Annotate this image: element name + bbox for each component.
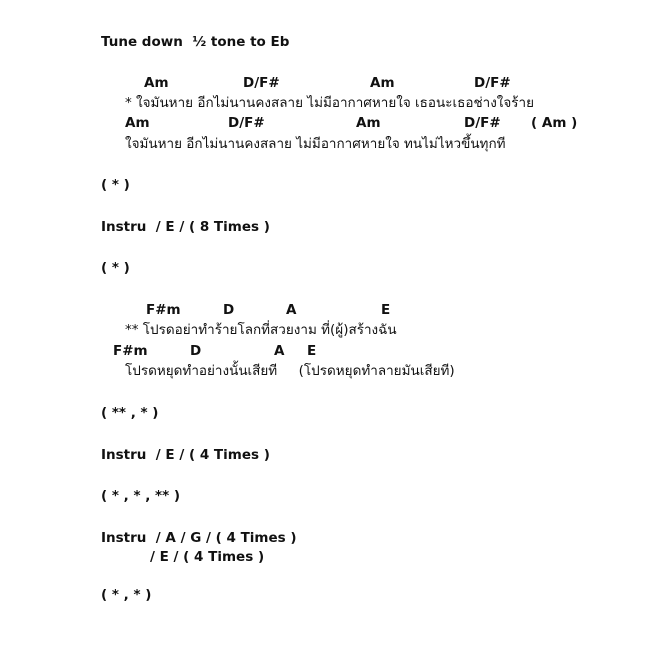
repeat-marker: ( * ): [101, 260, 130, 276]
lyric-line: โปรดหยุดทำอย่างนั้นเสียที (โปรดหยุดทำลายมันเสียที): [125, 363, 455, 379]
chord: D/F#: [464, 115, 501, 131]
instrumental-line: Instru / A / G / ( 4 Times ): [101, 530, 297, 546]
chord: A: [286, 302, 297, 318]
tuning-note: Tune down ½ tone to Eb: [101, 34, 290, 50]
lyric-line: ใจมันหาย อีกไม่นานคงสลาย ไม่มีอากาศหายใจ ทนไม่ไหวขึ้นทุกที: [125, 136, 506, 152]
instrumental-line: / E / ( 4 Times ): [150, 549, 265, 565]
chord: D/F#: [474, 75, 511, 91]
repeat-marker: ( * , * ): [101, 587, 152, 603]
chord: D: [190, 343, 202, 359]
chord: Am: [370, 75, 395, 91]
chord: ( Am ): [531, 115, 578, 131]
lyric-line: * ใจมันหาย อีกไม่นานคงสลาย ไม่มีอากาศหายใจ เธอนะเธอช่างใจร้าย: [125, 95, 535, 111]
chord: D: [223, 302, 235, 318]
chord: E: [307, 343, 317, 359]
chord: F#m: [146, 302, 181, 318]
chord: D/F#: [243, 75, 280, 91]
chord: D/F#: [228, 115, 265, 131]
chord: E: [381, 302, 391, 318]
chord: F#m: [113, 343, 148, 359]
repeat-marker: ( * ): [101, 177, 130, 193]
repeat-marker: ( ** , * ): [101, 405, 159, 421]
chord: A: [274, 343, 285, 359]
instrumental-line: Instru / E / ( 8 Times ): [101, 219, 270, 235]
instrumental-line: Instru / E / ( 4 Times ): [101, 447, 270, 463]
chord: Am: [144, 75, 169, 91]
chord: Am: [356, 115, 381, 131]
lyric-line: ** โปรดอย่าทำร้ายโลกที่สวยงาม ที่(ผู้)สร้างฉัน: [125, 322, 397, 338]
repeat-marker: ( * , * , ** ): [101, 488, 181, 504]
chord: Am: [125, 115, 150, 131]
